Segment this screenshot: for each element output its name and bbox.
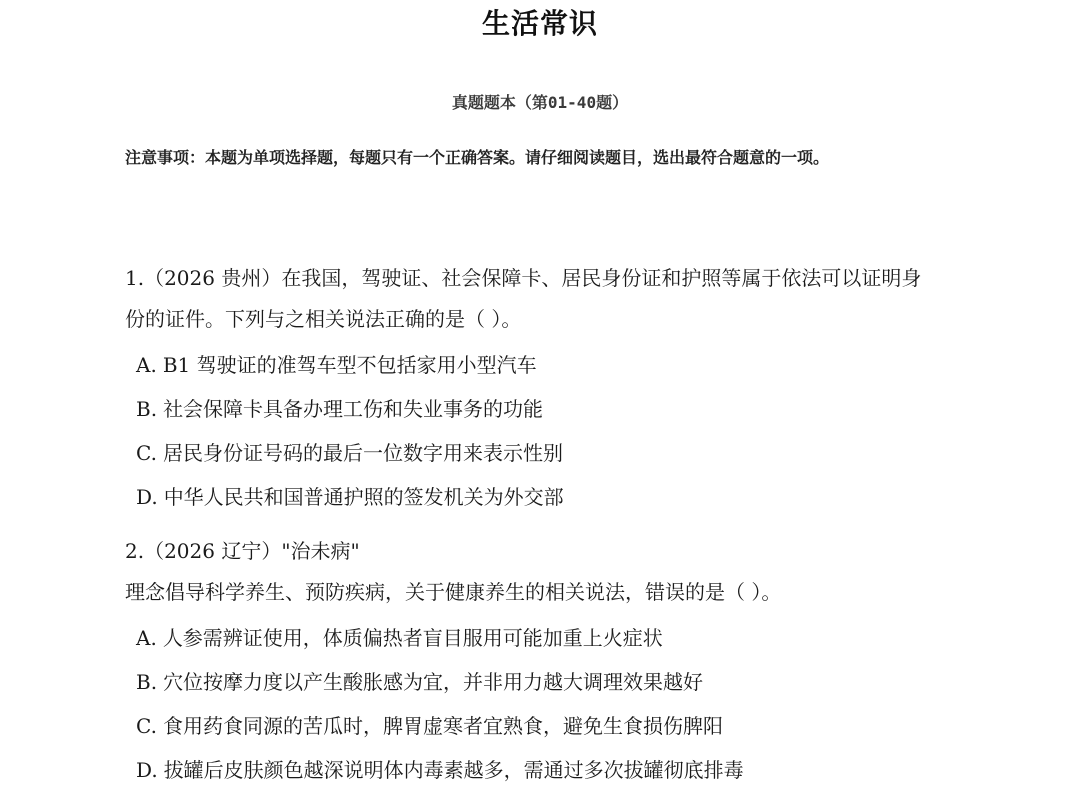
option-b[interactable]	[125, 387, 1015, 431]
notice: 注意事项：本题为单项选择题，每题只有一个正确答案。请仔细阅读题目，选出最符合题意的一项。	[125, 148, 830, 167]
option-text: 居民身份证号码的最后一位数字用来表示性别	[162, 441, 563, 465]
page-title: 生活常识	[481, 7, 598, 40]
option-key: B.	[136, 670, 158, 694]
option-key: D.	[136, 758, 158, 782]
option-c[interactable]	[125, 431, 1015, 475]
subtitle: 真题题本（第01-40题）	[451, 93, 629, 112]
question-stem	[125, 531, 1015, 613]
question-stem	[125, 258, 1015, 340]
question-list	[125, 258, 1015, 804]
option-text: 穴位按摩力度以产生酸胀感为宜，并非用力越大调理效果越好	[163, 670, 704, 694]
option-text: 社会保障卡具备办理工伤和失业事务的功能	[163, 397, 544, 421]
option-text: 拔罐后皮肤颜色越深说明体内毒素越多，需通过多次拔罐彻底排毒	[163, 758, 744, 782]
option-key: D.	[136, 485, 158, 509]
option-text: 食用药食同源的苦瓜时，脾胃虚寒者宜熟食，避免生食损伤脾阳	[162, 714, 723, 738]
option-key: C.	[136, 441, 157, 465]
stem-line: 2.（2026 辽宁）"治未病"	[125, 539, 360, 563]
option-c[interactable]	[125, 704, 1015, 748]
option-text: 中华人民共和国普通护照的签发机关为外交部	[163, 485, 564, 509]
question-2	[125, 531, 1015, 792]
option-a[interactable]	[125, 616, 1015, 660]
option-a[interactable]	[125, 343, 1015, 387]
question-1	[125, 258, 1015, 519]
option-d[interactable]	[125, 475, 1015, 519]
option-text: B1 驾驶证的准驾车型不包括家用小型汽车	[162, 353, 537, 377]
option-key: A.	[136, 626, 157, 650]
option-key: A.	[136, 353, 157, 377]
stem-line: 理念倡导科学养生、预防疾病，关于健康养生的相关说法，错误的是（ ）。	[125, 580, 782, 604]
stem-line: 份的证件。下列与之相关说法正确的是（ ）。	[125, 307, 522, 331]
option-key: C.	[136, 714, 157, 738]
option-key: B.	[136, 397, 158, 421]
option-d[interactable]	[125, 748, 1015, 792]
option-text: 人参需辨证使用，体质偏热者盲目服用可能加重上火症状	[162, 626, 663, 650]
stem-line: 1.（2026 贵州）在我国，驾驶证、社会保障卡、居民身份证和护照等属于依法可以证明身	[125, 266, 922, 290]
option-b[interactable]	[125, 660, 1015, 704]
